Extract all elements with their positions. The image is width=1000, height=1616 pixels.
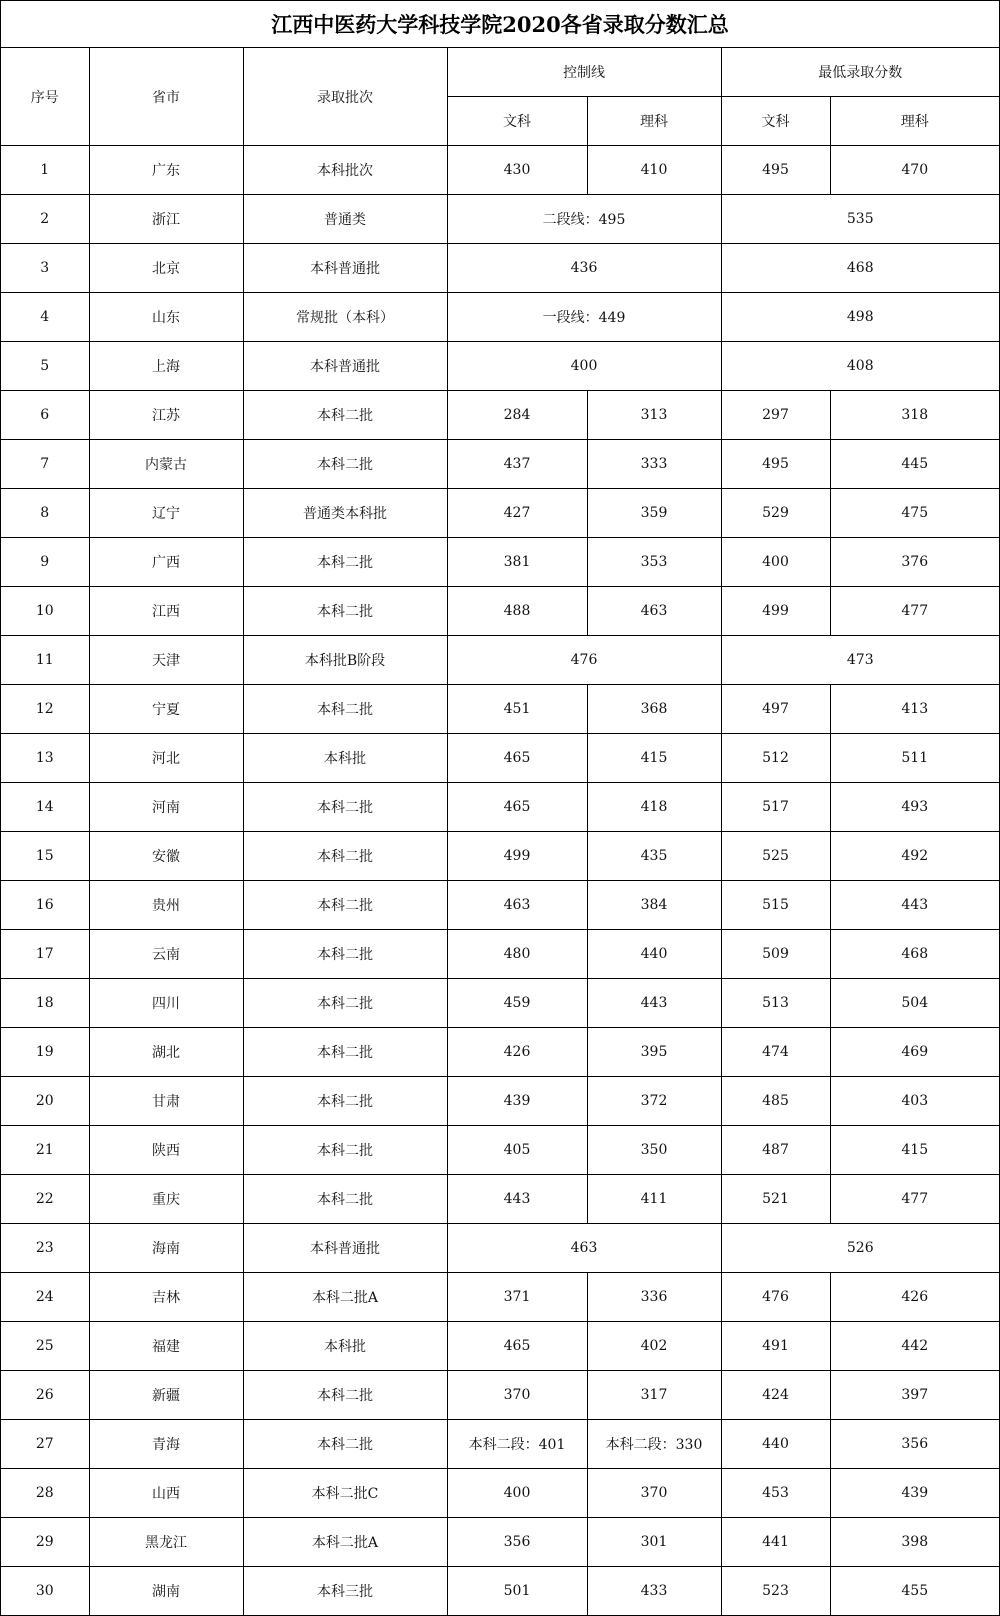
row-min-science: 443 <box>830 881 999 930</box>
row-control-arts: 451 <box>447 685 587 734</box>
row-control-science: 本科二段：330 <box>587 1420 721 1469</box>
header-min-science: 理科 <box>830 97 999 146</box>
row-min-arts: 495 <box>721 146 830 195</box>
row-batch: 本科普通批 <box>243 1224 447 1273</box>
row-min-arts: 400 <box>721 538 830 587</box>
row-index: 28 <box>1 1469 89 1518</box>
row-min-arts: 521 <box>721 1175 830 1224</box>
row-batch: 本科二批 <box>243 1077 447 1126</box>
row-index: 26 <box>1 1371 89 1420</box>
row-index: 20 <box>1 1077 89 1126</box>
row-min-arts: 525 <box>721 832 830 881</box>
row-min-arts: 297 <box>721 391 830 440</box>
row-min-merged: 535 <box>721 195 999 244</box>
row-min-arts: 512 <box>721 734 830 783</box>
row-control-science: 336 <box>587 1273 721 1322</box>
table-row <box>1 146 999 195</box>
row-batch: 本科二批A <box>243 1518 447 1567</box>
row-batch: 本科普通批 <box>243 244 447 293</box>
row-province: 甘肃 <box>89 1077 243 1126</box>
row-min-arts: 517 <box>721 783 830 832</box>
sheet-title: 江西中医药大学科技学院2020各省录取分数汇总 <box>1 1 999 48</box>
row-province: 内蒙古 <box>89 440 243 489</box>
row-min-science: 397 <box>830 1371 999 1420</box>
row-province: 山西 <box>89 1469 243 1518</box>
row-control-arts: 488 <box>447 587 587 636</box>
row-control-arts: 465 <box>447 783 587 832</box>
row-batch: 普通类 <box>243 195 447 244</box>
row-control-merged: 436 <box>447 244 721 293</box>
table-row <box>1 538 999 587</box>
row-batch: 本科二批 <box>243 1175 447 1224</box>
row-min-arts: 499 <box>721 587 830 636</box>
row-min-merged: 498 <box>721 293 999 342</box>
row-min-science: 492 <box>830 832 999 881</box>
row-index: 12 <box>1 685 89 734</box>
row-min-science: 439 <box>830 1469 999 1518</box>
row-min-arts: 476 <box>721 1273 830 1322</box>
row-batch: 本科二批 <box>243 930 447 979</box>
row-control-arts: 426 <box>447 1028 587 1077</box>
row-control-arts: 463 <box>447 881 587 930</box>
row-batch: 本科二批 <box>243 1126 447 1175</box>
table-row <box>1 1469 999 1518</box>
table-row <box>1 489 999 538</box>
row-index: 6 <box>1 391 89 440</box>
row-min-science: 415 <box>830 1126 999 1175</box>
table-row <box>1 979 999 1028</box>
row-index: 11 <box>1 636 89 685</box>
row-control-arts: 439 <box>447 1077 587 1126</box>
row-control-arts: 501 <box>447 1567 587 1616</box>
row-province: 北京 <box>89 244 243 293</box>
row-index: 22 <box>1 1175 89 1224</box>
row-min-science: 468 <box>830 930 999 979</box>
header-index: 序号 <box>1 48 89 146</box>
table-row <box>1 195 999 244</box>
row-index: 9 <box>1 538 89 587</box>
row-control-science: 411 <box>587 1175 721 1224</box>
table-row <box>1 783 999 832</box>
row-control-science: 395 <box>587 1028 721 1077</box>
row-batch: 本科二批 <box>243 881 447 930</box>
row-province: 黑龙江 <box>89 1518 243 1567</box>
row-control-science: 350 <box>587 1126 721 1175</box>
row-index: 24 <box>1 1273 89 1322</box>
row-min-arts: 495 <box>721 440 830 489</box>
row-province: 海南 <box>89 1224 243 1273</box>
row-control-arts: 370 <box>447 1371 587 1420</box>
row-index: 3 <box>1 244 89 293</box>
row-province: 福建 <box>89 1322 243 1371</box>
row-index: 30 <box>1 1567 89 1616</box>
row-min-science: 477 <box>830 587 999 636</box>
row-province: 浙江 <box>89 195 243 244</box>
header-province: 省市 <box>89 48 243 146</box>
row-batch: 本科批次 <box>243 146 447 195</box>
row-control-arts: 405 <box>447 1126 587 1175</box>
row-min-arts: 491 <box>721 1322 830 1371</box>
row-index: 18 <box>1 979 89 1028</box>
row-control-arts: 400 <box>447 1469 587 1518</box>
table-body <box>1 146 999 1616</box>
row-control-science: 415 <box>587 734 721 783</box>
table-row <box>1 1273 999 1322</box>
row-min-science: 398 <box>830 1518 999 1567</box>
row-min-science: 376 <box>830 538 999 587</box>
row-province: 江苏 <box>89 391 243 440</box>
row-min-science: 413 <box>830 685 999 734</box>
table-row <box>1 1322 999 1371</box>
row-control-science: 410 <box>587 146 721 195</box>
row-min-arts: 441 <box>721 1518 830 1567</box>
row-index: 4 <box>1 293 89 342</box>
row-batch: 本科二批 <box>243 440 447 489</box>
row-index: 29 <box>1 1518 89 1567</box>
row-control-arts: 459 <box>447 979 587 1028</box>
row-index: 25 <box>1 1322 89 1371</box>
table-row <box>1 734 999 783</box>
table-row <box>1 440 999 489</box>
row-index: 2 <box>1 195 89 244</box>
table-row <box>1 1077 999 1126</box>
row-batch: 本科二批 <box>243 538 447 587</box>
table-row <box>1 1224 999 1273</box>
row-min-arts: 509 <box>721 930 830 979</box>
row-control-science: 368 <box>587 685 721 734</box>
row-province: 贵州 <box>89 881 243 930</box>
row-province: 安徽 <box>89 832 243 881</box>
row-batch: 本科二批 <box>243 979 447 1028</box>
row-min-arts: 453 <box>721 1469 830 1518</box>
table-row <box>1 636 999 685</box>
row-control-science: 463 <box>587 587 721 636</box>
row-batch: 本科普通批 <box>243 342 447 391</box>
row-province: 辽宁 <box>89 489 243 538</box>
row-control-science: 435 <box>587 832 721 881</box>
row-min-merged: 526 <box>721 1224 999 1273</box>
table-row <box>1 832 999 881</box>
row-batch: 本科三批 <box>243 1567 447 1616</box>
row-min-merged: 473 <box>721 636 999 685</box>
row-province: 四川 <box>89 979 243 1028</box>
table-row <box>1 244 999 293</box>
row-min-science: 511 <box>830 734 999 783</box>
row-control-arts: 371 <box>447 1273 587 1322</box>
row-control-science: 443 <box>587 979 721 1028</box>
table-row <box>1 342 999 391</box>
row-min-arts: 440 <box>721 1420 830 1469</box>
row-min-science: 318 <box>830 391 999 440</box>
table-row <box>1 1371 999 1420</box>
row-batch: 本科二批 <box>243 1371 447 1420</box>
row-province: 河南 <box>89 783 243 832</box>
row-batch: 本科二批 <box>243 587 447 636</box>
row-province: 上海 <box>89 342 243 391</box>
row-min-arts: 424 <box>721 1371 830 1420</box>
row-control-science: 384 <box>587 881 721 930</box>
row-batch: 本科二批 <box>243 391 447 440</box>
row-province: 重庆 <box>89 1175 243 1224</box>
score-table <box>1 48 999 1615</box>
row-province: 云南 <box>89 930 243 979</box>
row-batch: 本科二批 <box>243 783 447 832</box>
header-batch: 录取批次 <box>243 48 447 146</box>
row-province: 山东 <box>89 293 243 342</box>
row-batch: 本科批 <box>243 1322 447 1371</box>
row-province: 新疆 <box>89 1371 243 1420</box>
row-control-arts: 427 <box>447 489 587 538</box>
row-control-science: 418 <box>587 783 721 832</box>
row-batch: 本科批B阶段 <box>243 636 447 685</box>
row-province: 江西 <box>89 587 243 636</box>
row-batch: 本科二批C <box>243 1469 447 1518</box>
header-min-arts: 文科 <box>721 97 830 146</box>
row-province: 陕西 <box>89 1126 243 1175</box>
row-province: 湖南 <box>89 1567 243 1616</box>
row-batch: 本科二批 <box>243 1420 447 1469</box>
row-control-science: 372 <box>587 1077 721 1126</box>
row-min-arts: 513 <box>721 979 830 1028</box>
row-index: 15 <box>1 832 89 881</box>
row-control-science: 402 <box>587 1322 721 1371</box>
table-row <box>1 293 999 342</box>
row-province: 广东 <box>89 146 243 195</box>
row-batch: 本科二批 <box>243 685 447 734</box>
row-min-science: 470 <box>830 146 999 195</box>
row-control-arts: 284 <box>447 391 587 440</box>
row-index: 7 <box>1 440 89 489</box>
row-control-science: 333 <box>587 440 721 489</box>
row-min-merged: 468 <box>721 244 999 293</box>
row-batch: 本科二批A <box>243 1273 447 1322</box>
row-min-science: 426 <box>830 1273 999 1322</box>
row-min-arts: 515 <box>721 881 830 930</box>
row-control-arts: 465 <box>447 734 587 783</box>
row-batch: 常规批（本科） <box>243 293 447 342</box>
row-control-arts: 430 <box>447 146 587 195</box>
row-batch: 本科批 <box>243 734 447 783</box>
row-control-arts: 499 <box>447 832 587 881</box>
row-min-arts: 474 <box>721 1028 830 1077</box>
row-index: 14 <box>1 783 89 832</box>
row-province: 湖北 <box>89 1028 243 1077</box>
row-min-merged: 408 <box>721 342 999 391</box>
table-row <box>1 391 999 440</box>
header-min-score: 最低录取分数 <box>721 48 999 97</box>
table-row <box>1 587 999 636</box>
row-batch: 普通类本科批 <box>243 489 447 538</box>
row-control-arts: 本科二段：401 <box>447 1420 587 1469</box>
table-row <box>1 685 999 734</box>
row-control-science: 317 <box>587 1371 721 1420</box>
table-row <box>1 1126 999 1175</box>
row-index: 5 <box>1 342 89 391</box>
row-min-science: 469 <box>830 1028 999 1077</box>
row-index: 27 <box>1 1420 89 1469</box>
row-min-arts: 523 <box>721 1567 830 1616</box>
row-index: 23 <box>1 1224 89 1273</box>
row-min-arts: 485 <box>721 1077 830 1126</box>
row-control-science: 370 <box>587 1469 721 1518</box>
row-control-arts: 465 <box>447 1322 587 1371</box>
row-min-science: 493 <box>830 783 999 832</box>
row-province: 天津 <box>89 636 243 685</box>
row-control-arts: 356 <box>447 1518 587 1567</box>
row-province: 吉林 <box>89 1273 243 1322</box>
row-province: 宁夏 <box>89 685 243 734</box>
row-min-science: 475 <box>830 489 999 538</box>
row-province: 广西 <box>89 538 243 587</box>
table-row <box>1 930 999 979</box>
row-province: 青海 <box>89 1420 243 1469</box>
table-row <box>1 1518 999 1567</box>
row-min-science: 455 <box>830 1567 999 1616</box>
row-control-arts: 480 <box>447 930 587 979</box>
table-row <box>1 1175 999 1224</box>
row-control-science: 433 <box>587 1567 721 1616</box>
table-row <box>1 1028 999 1077</box>
row-control-science: 359 <box>587 489 721 538</box>
row-batch: 本科二批 <box>243 1028 447 1077</box>
row-index: 10 <box>1 587 89 636</box>
row-index: 1 <box>1 146 89 195</box>
row-min-science: 445 <box>830 440 999 489</box>
row-control-merged: 463 <box>447 1224 721 1273</box>
row-min-science: 442 <box>830 1322 999 1371</box>
row-min-science: 504 <box>830 979 999 1028</box>
row-control-arts: 381 <box>447 538 587 587</box>
row-control-merged: 二段线：495 <box>447 195 721 244</box>
header-control-line: 控制线 <box>447 48 721 97</box>
row-index: 8 <box>1 489 89 538</box>
row-min-arts: 529 <box>721 489 830 538</box>
row-control-arts: 437 <box>447 440 587 489</box>
table-row <box>1 1567 999 1616</box>
row-control-science: 353 <box>587 538 721 587</box>
row-index: 19 <box>1 1028 89 1077</box>
row-control-science: 440 <box>587 930 721 979</box>
row-control-merged: 400 <box>447 342 721 391</box>
row-index: 17 <box>1 930 89 979</box>
row-min-arts: 487 <box>721 1126 830 1175</box>
row-min-arts: 497 <box>721 685 830 734</box>
row-province: 河北 <box>89 734 243 783</box>
row-control-merged: 476 <box>447 636 721 685</box>
row-control-science: 301 <box>587 1518 721 1567</box>
row-index: 16 <box>1 881 89 930</box>
table-row <box>1 1420 999 1469</box>
row-index: 13 <box>1 734 89 783</box>
row-control-arts: 443 <box>447 1175 587 1224</box>
row-batch: 本科二批 <box>243 832 447 881</box>
row-control-merged: 一段线：449 <box>447 293 721 342</box>
row-min-science: 477 <box>830 1175 999 1224</box>
header-control-arts: 文科 <box>447 97 587 146</box>
header-control-science: 理科 <box>587 97 721 146</box>
row-min-science: 356 <box>830 1420 999 1469</box>
row-min-science: 403 <box>830 1077 999 1126</box>
row-control-science: 313 <box>587 391 721 440</box>
header-row-1 <box>1 48 999 97</box>
table-row <box>1 881 999 930</box>
row-index: 21 <box>1 1126 89 1175</box>
